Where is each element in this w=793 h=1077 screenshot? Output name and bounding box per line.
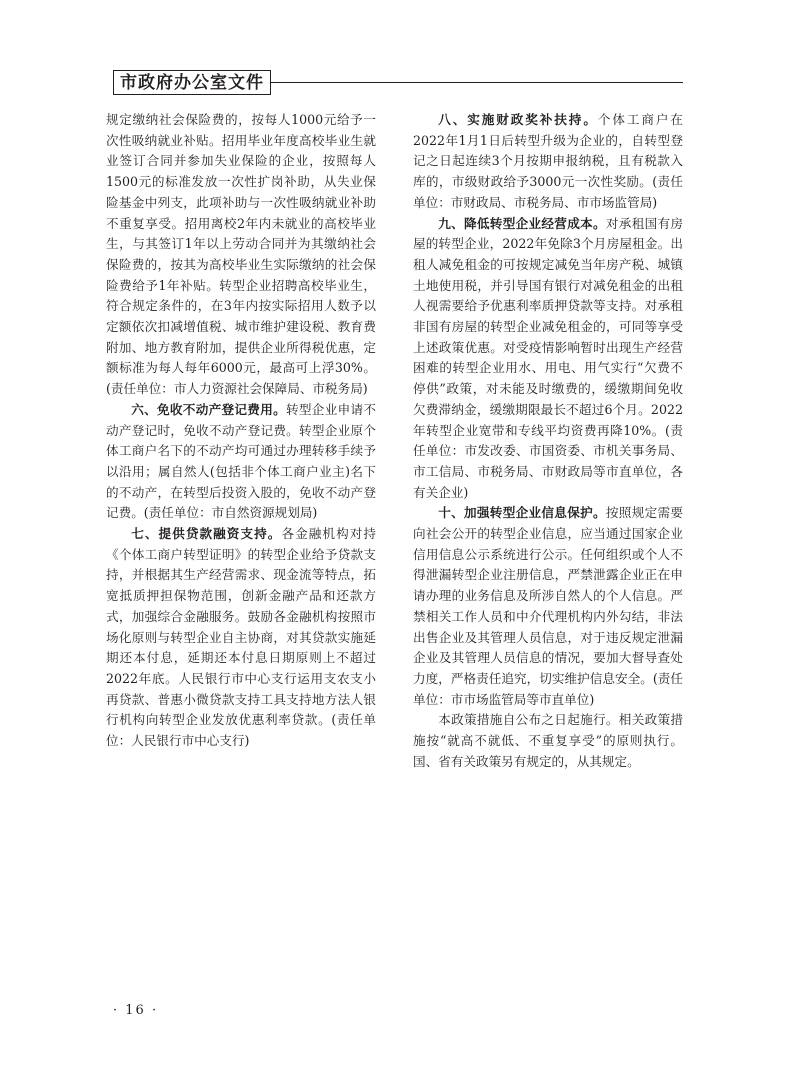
section-8-heading: 八、实施财政奖补扶持。 [438, 112, 598, 127]
paragraph-continued: 规定缴纳社会保险费的，按每人1000元给予一次性吸纳就业补贴。招用毕业年度高校毕业生就业签订合同并参加失业保险的企业，按照每人1500元的标准发放一次性扩岗补助，从失业保险基金中列支，此项补助与一次性吸纳就业补助不重复享受。招用离校2年内未就业的高校毕业生，与其签订1年以上劳动合同并为其缴纳社会保险费的，按其为高校毕业生实际缴纳的社会保险费给予1年补贴。转型企业招聘高校毕业生，符合规定条件的，在3年内按实际招用人数予以定额依次扣减增值税、城市维护建设税、教育费附加、地方教育附加，提供企业所得税优惠，定额标准为每人每年6000元，最高可上浮30%。(责任单位：市人力资源社会保障局、市税务局) [106, 112, 376, 397]
section-6-heading: 六、免收不动产登记费用。 [131, 401, 286, 417]
paragraph-section-9 [413, 214, 683, 504]
page-number: · 16 · [113, 1003, 159, 1018]
section-7-heading: 七、提供贷款融资支持。 [131, 526, 282, 542]
paragraph-section-10 [413, 503, 683, 710]
paragraph-section-8 [413, 110, 683, 214]
section-10-heading: 十、加强转型企业信息保护。 [438, 505, 606, 521]
section-6-body: 转型企业申请不动产登记时，免收不动产登记费。转型企业原个体工商户名下的不动产均可通过办理转移手续予以沿用；属自然人(包括非个体工商户业主)名下的不动产，在转型后投资入股的，免收不动产登记费。(责任单位：市自然资源规划局) [106, 401, 377, 521]
left-column [106, 110, 376, 752]
running-header: 市政府办公室文件 [113, 70, 271, 95]
section-7-body: 各金融机构对持《个体工商户转型证明》的转型企业给予贷款支持，并根据其生产经营需求、现金流等特点，拓宽抵质押担保物范围，创新金融产品和还款方式，加强综合金融服务。鼓励各金融机构按照市场化原则与转型企业自主协商，对其贷款实施延期还本付息，延期还本付息日期原则上不超过2022年底。人民银行市中心支行运用支农支小再贷款、普惠小微贷款支持工具支持地方法人银行机构向转型企业发放优惠利率贷款。(责任单位：人民银行市中心支行) [106, 526, 377, 749]
section-10-body: 按照规定需要向社会公开的转型企业信息，应当通过国家企业信用信息公示系统进行公示。任何组织或个人不得泄漏转型企业注册信息，严禁泄露企业正在申请办理的业务信息及所涉自然人的个人信息。严禁相关工作人员和中介代理机构内外勾结，非法出售企业及其管理人员信息，对于违反规定泄漏企业及其管理人员信息的情况，要加大督导查处力度，严格责任追究，切实维护信息安全。(责任单位：市市场监管局等市直单位) [413, 505, 684, 707]
right-column [413, 110, 683, 773]
paragraph-section-7 [106, 524, 376, 752]
section-9-heading: 九、降低转型企业经营成本。 [438, 215, 606, 231]
section-8-body: 个体工商户在2022年1月1日后转型升级为企业的，自转型登记之日起连续3个月按期申报纳税，且有税款入库的，市级财政给予3000元一次性奖励。(责任单位：市财政局、市税务局、市市场监管局) [413, 112, 684, 210]
paragraph-section-6 [106, 400, 376, 524]
section-9-body: 对承租国有房屋的转型企业，2022年免除3个月房屋租金。出租人减免租金的可按规定减免当年房产税、城镇土地使用税，并引导国有银行对减免租金的出租人视需要给予优惠利率质押贷款等支持。对承租非国有房屋的转型企业减免租金的，可同等享受上述政策优惠。对受疫情影响暂时出现生产经营困难的转型企业用水、用电、用气实行“欠费不停供”政策，对未能及时缴费的，缓缴期间免收欠费滞纳金，缓缴期限最长不超过6个月。2022年转型企业宽带和专线平均资费再降10%。(责任单位：市发改委、市国资委、市机关事务局、市工信局、市税务局、市财政局等市直单位，各有关企业) [413, 215, 684, 500]
paragraph-effective-date: 本政策措施自公布之日起施行。相关政策措施按“就高不就低、不重复享受”的原则执行。国、省有关政策另有规定的，从其规定。 [413, 712, 683, 769]
